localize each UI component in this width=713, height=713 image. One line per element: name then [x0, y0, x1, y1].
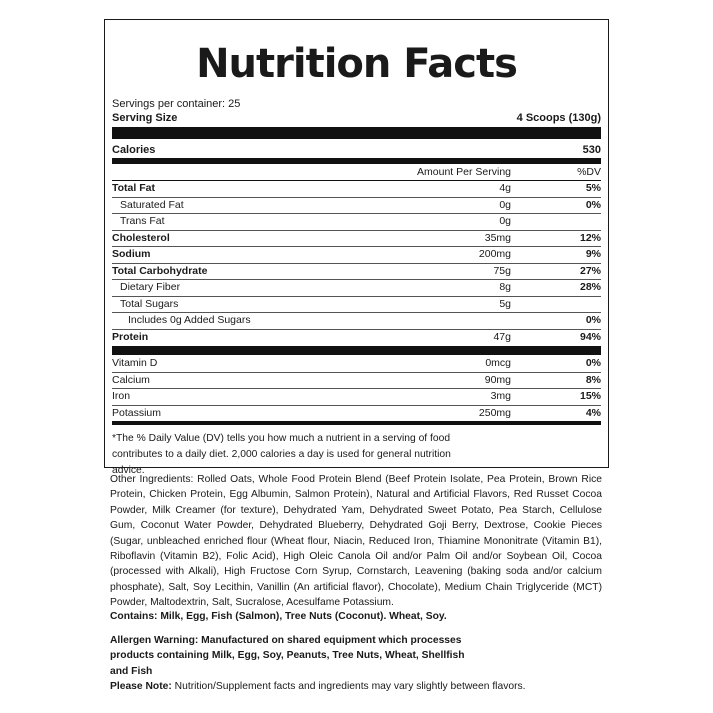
thick-divider — [112, 127, 601, 139]
calories-row — [112, 140, 601, 158]
calories-value: 530 — [582, 144, 601, 156]
nutrient-row-trans-fat — [112, 214, 601, 230]
nutrient-name: Protein — [112, 330, 149, 343]
nutrient-amount: 3mg — [490, 390, 511, 402]
dv-header: %DV — [577, 166, 601, 178]
nutrient-amount: 250mg — [478, 406, 511, 419]
nutrient-row-total-sugars — [112, 297, 601, 313]
allergen-warning: Allergen Warning: Manufactured on shared equipment which processes products containing Milk, Egg, Soy, Peanuts, Tree Nuts, Wheat, Shellfish and Fish — [110, 635, 465, 677]
nutrient-row-iron — [112, 389, 601, 405]
nutrition-label — [104, 19, 609, 476]
nutrient-name: Dietary Fiber — [120, 281, 181, 293]
nutrient-row-total-fat — [112, 181, 601, 197]
nutrient-row-cholesterol — [112, 231, 601, 247]
nutrient-name: Iron — [112, 390, 131, 402]
dv-footnote: *The % Daily Value (DV) tells you how much a nutrient in a serving of food contributes to a daily diet. 2,000 calories a day is used for general nutrition advice. — [112, 433, 451, 476]
nutrient-row-added-sugars — [112, 313, 601, 329]
nutrient-name: Vitamin D — [112, 357, 158, 369]
nutrient-name: Total Fat — [112, 182, 155, 194]
contains-statement: Contains: Milk, Egg, Fish (Salmon), Tree Nuts (Coconut). Wheat, Soy. — [110, 611, 447, 622]
label-title: Nutrition Facts — [196, 41, 517, 87]
nutrient-amount: 47g — [493, 330, 511, 343]
nutrient-dv: 5% — [585, 182, 601, 194]
nutrient-dv: 0% — [585, 357, 601, 369]
nutrient-dv: 4% — [585, 406, 601, 419]
nutrient-row-vitamin-d — [112, 356, 601, 372]
nutrient-amount: 8g — [499, 281, 511, 293]
nutrient-dv: 0% — [585, 198, 601, 211]
nutrient-name: Includes 0g Added Sugars — [128, 314, 251, 326]
nutrient-amount: 75g — [493, 264, 511, 277]
nutrient-row-protein — [112, 330, 601, 346]
nutrient-amount: 5g — [499, 297, 511, 310]
nutrient-name: Total Sugars — [120, 297, 179, 310]
serving-size-value: 4 Scoops (130g) — [516, 112, 601, 124]
please-note — [110, 679, 526, 694]
nutrient-dv: 8% — [585, 373, 601, 386]
nutrient-amount: 0g — [499, 215, 511, 227]
serving-size-label: Serving Size — [112, 112, 178, 124]
ingredients-text: Other Ingredients: Rolled Oats, Whole Food Protein Blend (Beef Protein Isolate, Pea Protein, Brown Rice Protein, Chicken Protein, Egg Albumin, Salmon Protein), Natural and Artificial Flavors, Red Russet Cocoa Powder, Milk Creamer (for texture), Dehydrated Yam, Dehydrated Sweet Potato, Pea Starch, Cellulose Gum, Coconut Water Powder, Dehydrated Blueberry, Dehydrated Goji Berry, Dextrose, Cookie Pieces (Sugar, unbleached enriched flour (Wheat flour, Niacin, Reduced Iron, Thiamine Mononitrate (Vitamin B1), Riboflavin (Vitamin B2), Folic Acid), High Oleic Canola Oil and/or Palm Oil and/or Soybean Oil, Cocoa (processed with Alkali), High Fructose Corn Syrup, Cornstarch, Leavening (baking soda and/or calcium phosphate), Salt, Soy Lecithin, Vanillin (An artificial flavor), Chocolate), Medium Chain Triglyceride (MCT) Powder, Maltodextrin, Salt, Sucralose, Acesulfame Potassium. — [110, 474, 602, 609]
nutrient-amount: 200mg — [478, 248, 511, 260]
nutrient-name: Trans Fat — [120, 215, 165, 227]
nutrient-dv: 27% — [579, 264, 601, 277]
nutrient-amount: 4g — [499, 182, 511, 194]
amount-header: Amount Per Serving — [417, 166, 511, 178]
servings-per-container: Servings per container: 25 — [112, 98, 241, 110]
nutrient-amount: 0g — [499, 198, 511, 211]
nutrient-row-sodium — [112, 247, 601, 263]
nutrient-name: Potassium — [112, 406, 162, 419]
nutrient-row-calcium — [112, 373, 601, 389]
nutrient-dv: 94% — [579, 330, 601, 343]
nutrient-name: Saturated Fat — [120, 198, 184, 211]
nutrient-amount: 0mcg — [485, 357, 511, 369]
calories-label: Calories — [112, 144, 156, 156]
nutrient-dv: 0% — [585, 314, 601, 326]
nutrient-row-saturated-fat — [112, 198, 601, 214]
column-header-row — [112, 164, 601, 180]
nutrient-amount: 90mg — [484, 373, 511, 386]
note-label: Please Note: — [110, 681, 172, 692]
serving-size-row — [112, 111, 601, 126]
thick-divider — [112, 346, 601, 355]
note-text: Nutrition/Supplement facts and ingredients may vary slightly between flavors. — [171, 681, 526, 692]
nutrient-name: Calcium — [112, 373, 150, 386]
nutrient-dv: 9% — [585, 248, 601, 260]
nutrient-name: Total Carbohydrate — [112, 264, 208, 277]
nutrient-amount: 35mg — [484, 231, 511, 244]
nutrient-row-total-carbohydrate — [112, 264, 601, 280]
nutrient-name: Cholesterol — [112, 231, 170, 244]
nutrient-dv: 28% — [579, 281, 601, 293]
nutrient-dv: 15% — [579, 390, 601, 402]
nutrient-dv: 12% — [579, 231, 601, 244]
label-body — [112, 97, 601, 479]
nutrient-row-potassium — [112, 406, 601, 422]
nutrient-row-dietary-fiber — [112, 280, 601, 296]
nutrient-name: Sodium — [112, 248, 151, 260]
